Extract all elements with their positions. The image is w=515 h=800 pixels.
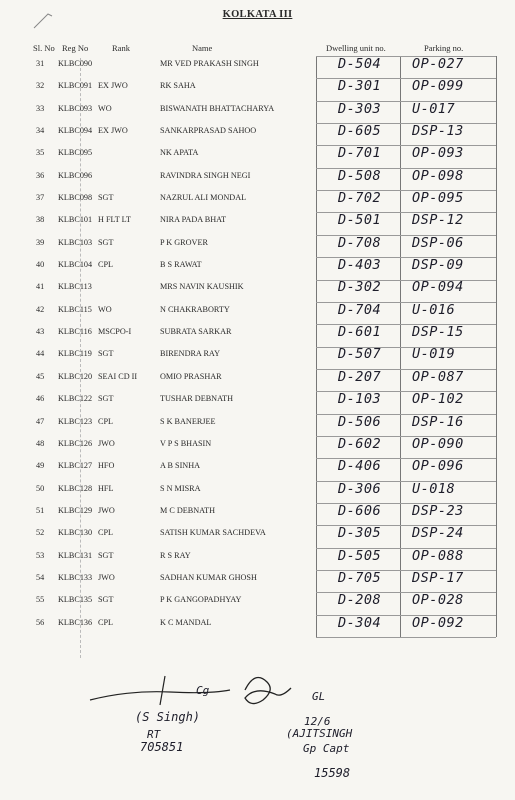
cell-rank: CPL [98, 617, 114, 627]
cell-sl-no: 49 [36, 461, 45, 471]
cell-name: RK SAHA [160, 81, 196, 91]
cell-dwelling-unit: D-207 [338, 368, 382, 385]
cell-dwelling-unit: D-508 [338, 167, 382, 184]
cell-parking: OP-092 [412, 614, 464, 631]
cell-sl-no: 36 [36, 170, 45, 180]
cell-dwelling-unit: D-507 [338, 346, 382, 363]
cell-reg-no: KLBC116 [58, 327, 92, 337]
table-row [0, 56, 515, 78]
cell-dwelling-unit: D-403 [338, 257, 382, 274]
cell-rank: CPL [98, 528, 114, 538]
signature-left-initial: Cg [196, 684, 210, 697]
cell-reg-no: KLBC090 [58, 59, 93, 68]
column-headers [0, 43, 515, 57]
signature-left-name: (S Singh) [135, 710, 201, 724]
cell-reg-no: KLBC093 [58, 103, 93, 113]
header-parking: Parking no. [424, 43, 464, 53]
cell-rank: EX JWO [98, 126, 128, 136]
cell-rank: SGT [98, 550, 114, 560]
cell-dwelling-unit: D-702 [338, 190, 382, 207]
cell-parking: OP-028 [412, 592, 464, 609]
cell-rank: JWO [98, 438, 115, 448]
cell-rank: EX JWO [98, 81, 128, 91]
cell-sl-no: 31 [36, 59, 45, 68]
table-row [0, 324, 515, 346]
cell-parking: OP-087 [412, 368, 464, 385]
cell-rank: SGT [98, 237, 114, 247]
table-row [0, 458, 515, 480]
table-row [0, 481, 515, 503]
cell-dwelling-unit: D-208 [338, 592, 382, 609]
cell-dwelling-unit: D-505 [338, 547, 382, 564]
cell-rank: SEAI CD II [98, 371, 138, 381]
table-row [0, 123, 515, 145]
cell-reg-no: KLBC095 [58, 148, 93, 158]
cell-reg-no: KLBC128 [58, 483, 93, 493]
cell-parking: OP-102 [412, 391, 464, 408]
cell-reg-no: KLBC103 [58, 237, 93, 247]
cell-parking: DSP-17 [412, 569, 464, 586]
cell-dwelling-unit: D-306 [338, 480, 382, 497]
cell-dwelling-unit: D-708 [338, 234, 382, 251]
cell-rank: WO [98, 304, 112, 314]
cell-sl-no: 56 [36, 617, 45, 627]
cell-name: K C MANDAL [160, 617, 212, 627]
cell-parking: U-017 [412, 100, 456, 117]
cell-name: MR VED PRAKASH SINGH [160, 59, 259, 68]
table-row [0, 168, 515, 190]
cell-name: A B SINHA [160, 461, 201, 471]
cell-dwelling-unit: D-601 [338, 324, 382, 341]
cell-reg-no: KLBC133 [58, 572, 93, 582]
cell-sl-no: 35 [36, 148, 45, 158]
cell-dwelling-unit: D-506 [338, 413, 382, 430]
cell-dwelling-unit: D-606 [338, 502, 382, 519]
cell-parking: DSP-13 [412, 123, 464, 140]
cell-name: NAZRUL ALI MONDAL [160, 193, 247, 203]
cell-rank: CPL [98, 416, 114, 426]
header-slno: Sl. No [33, 43, 55, 53]
cell-sl-no: 41 [36, 282, 45, 292]
header-regno: Reg No [62, 43, 89, 53]
cell-sl-no: 47 [36, 416, 45, 426]
cell-reg-no: KLBC126 [58, 438, 93, 448]
cell-rank: SGT [98, 595, 114, 605]
cell-dwelling-unit: D-406 [338, 458, 382, 475]
cell-sl-no: 54 [36, 572, 45, 582]
cell-dwelling-unit: D-704 [338, 301, 382, 318]
table-row [0, 279, 515, 301]
cell-name: N CHAKRABORTY [160, 304, 230, 314]
cell-parking: OP-088 [412, 547, 464, 564]
cell-reg-no: KLBC127 [58, 461, 93, 471]
table-row [0, 436, 515, 458]
cell-reg-no: KLBC123 [58, 416, 93, 426]
table-row [0, 615, 515, 637]
cell-dwelling-unit: D-605 [338, 123, 382, 140]
cell-rank: HFO [98, 461, 115, 471]
table-row [0, 302, 515, 324]
cell-rank: H FLT LT [98, 215, 131, 225]
cell-sl-no: 42 [36, 304, 45, 314]
table-row [0, 570, 515, 592]
cell-dwelling-unit: D-701 [338, 145, 382, 162]
cell-sl-no: 37 [36, 193, 45, 203]
cell-reg-no: KLBC113 [58, 282, 92, 292]
table-row [0, 548, 515, 570]
table-row [0, 592, 515, 614]
signature-right-name: (AJITSINGH [286, 727, 353, 740]
table-row [0, 391, 515, 413]
cell-reg-no: KLBC091 [58, 81, 93, 91]
signature-right-rank: Gp Capt [303, 742, 350, 755]
cell-parking: DSP-12 [412, 212, 464, 229]
cell-name: B S RAWAT [160, 260, 202, 270]
cell-name: BIRENDRA RAY [160, 349, 220, 359]
cell-sl-no: 34 [36, 126, 45, 136]
cell-name: P K GANGOPADHYAY [160, 595, 242, 605]
cell-sl-no: 39 [36, 237, 45, 247]
cell-parking: OP-090 [412, 435, 464, 452]
signature-right-initial: GL [312, 690, 326, 703]
cell-name: RAVINDRA SINGH NEGI [160, 170, 251, 180]
cell-parking: OP-095 [412, 190, 464, 207]
table-row [0, 190, 515, 212]
cell-reg-no: KLBC115 [58, 304, 92, 314]
cell-parking: DSP-06 [412, 234, 464, 251]
cell-parking: OP-098 [412, 167, 464, 184]
cell-name: NK APATA [160, 148, 199, 158]
cell-dwelling-unit: D-304 [338, 614, 382, 631]
cell-dwelling-unit: D-303 [338, 100, 382, 117]
table-row [0, 257, 515, 279]
cell-name: OMIO PRASHAR [160, 371, 222, 381]
table-row [0, 78, 515, 100]
cell-dwelling-unit: D-705 [338, 569, 382, 586]
page-title: KOLKATA III [222, 9, 293, 20]
cell-sl-no: 38 [36, 215, 45, 225]
cell-sl-no: 32 [36, 81, 45, 91]
cell-sl-no: 52 [36, 528, 45, 538]
cell-reg-no: KLBC094 [58, 126, 93, 136]
grid-horizontal-line [316, 637, 496, 638]
cell-name: NIRA PADA BHAT [160, 215, 227, 225]
cell-sl-no: 55 [36, 595, 45, 605]
cell-name: S N MISRA [160, 483, 201, 493]
cell-parking: OP-093 [412, 145, 464, 162]
cell-reg-no: KLBC131 [58, 550, 93, 560]
cell-name: MRS NAVIN KAUSHIK [160, 282, 244, 292]
cell-name: SADHAN KUMAR GHOSH [160, 572, 257, 582]
left-signature-tick [160, 676, 165, 705]
table-row [0, 101, 515, 123]
cell-sl-no: 51 [36, 505, 45, 515]
cell-parking: U-018 [412, 480, 456, 497]
cell-parking: DSP-15 [412, 324, 464, 341]
cell-parking: U-019 [412, 346, 456, 363]
cell-reg-no: KLBC098 [58, 193, 93, 203]
cell-rank: JWO [98, 505, 115, 515]
cell-parking: OP-094 [412, 279, 464, 296]
cell-parking: U-016 [412, 301, 456, 318]
cell-name: P K GROVER [160, 237, 208, 247]
cell-rank: HFL [98, 483, 114, 493]
cell-name: M C DEBNATH [160, 505, 216, 515]
signature-left-number: 705851 [140, 740, 184, 754]
signature-right-date: 12/6 [304, 715, 331, 728]
cell-dwelling-unit: D-305 [338, 525, 382, 542]
cell-rank: CPL [98, 260, 114, 270]
header-dwelling-unit: Dwelling unit no. [326, 43, 386, 53]
cell-sl-no: 53 [36, 550, 45, 560]
cell-dwelling-unit: D-504 [338, 56, 382, 72]
cell-name: BISWANATH BHATTACHARYA [160, 103, 275, 113]
cell-name: SANKARPRASAD SAHOO [160, 126, 257, 136]
cell-rank: SGT [98, 193, 114, 203]
cell-sl-no: 44 [36, 349, 45, 359]
cell-parking: DSP-09 [412, 257, 464, 274]
cell-name: V P S BHASIN [160, 438, 212, 448]
cell-reg-no: KLBC120 [58, 371, 93, 381]
cell-sl-no: 43 [36, 327, 45, 337]
cell-reg-no: KLBC136 [58, 617, 93, 627]
cell-name: SUBRATA SARKAR [160, 327, 232, 337]
cell-rank: SGT [98, 349, 114, 359]
cell-name: R S RAY [160, 550, 191, 560]
table-row [0, 369, 515, 391]
table-row [0, 145, 515, 167]
cell-reg-no: KLBC130 [58, 528, 93, 538]
cell-reg-no: KLBC122 [58, 394, 93, 404]
signature-right-number: 15598 [314, 766, 351, 780]
cell-rank: MSCPO-I [98, 327, 132, 337]
cell-sl-no: 46 [36, 394, 45, 404]
table-row [0, 212, 515, 234]
cell-sl-no: 50 [36, 483, 45, 493]
cell-name: S K BANERJEE [160, 416, 216, 426]
cell-rank: WO [98, 103, 112, 113]
table-row [0, 525, 515, 547]
cell-reg-no: KLBC129 [58, 505, 93, 515]
cell-dwelling-unit: D-302 [338, 279, 382, 296]
cell-sl-no: 40 [36, 260, 45, 270]
table-row [0, 503, 515, 525]
cell-name: SATISH KUMAR SACHDEVA [160, 528, 266, 538]
cell-dwelling-unit: D-103 [338, 391, 382, 408]
cell-sl-no: 33 [36, 103, 45, 113]
table-row [0, 346, 515, 368]
table-row [0, 235, 515, 257]
header-name: Name [192, 43, 213, 53]
cell-reg-no: KLBC119 [58, 349, 92, 359]
cell-reg-no: KLBC135 [58, 595, 93, 605]
cell-dwelling-unit: D-501 [338, 212, 382, 229]
cell-parking: OP-099 [412, 78, 464, 95]
table-row [0, 414, 515, 436]
allotment-table [0, 56, 515, 637]
cell-reg-no: KLBC101 [58, 215, 93, 225]
cell-parking: DSP-16 [412, 413, 464, 430]
cell-dwelling-unit: D-602 [338, 435, 382, 452]
cell-dwelling-unit: D-301 [338, 78, 382, 95]
cell-reg-no: KLBC104 [58, 260, 93, 270]
cell-reg-no: KLBC096 [58, 170, 93, 180]
cell-name: TUSHAR DEBNATH [160, 394, 234, 404]
signature-left-rank: RT [147, 728, 161, 741]
cell-rank: JWO [98, 572, 115, 582]
cell-sl-no: 45 [36, 371, 45, 381]
cell-parking: OP-096 [412, 458, 464, 475]
cell-parking: OP-027 [412, 56, 464, 72]
header-rank: Rank [112, 43, 130, 53]
cell-parking: DSP-23 [412, 502, 464, 519]
right-signature-stroke [245, 678, 291, 704]
cell-sl-no: 48 [36, 438, 45, 448]
cell-rank: SGT [98, 394, 114, 404]
cell-parking: DSP-24 [412, 525, 464, 542]
